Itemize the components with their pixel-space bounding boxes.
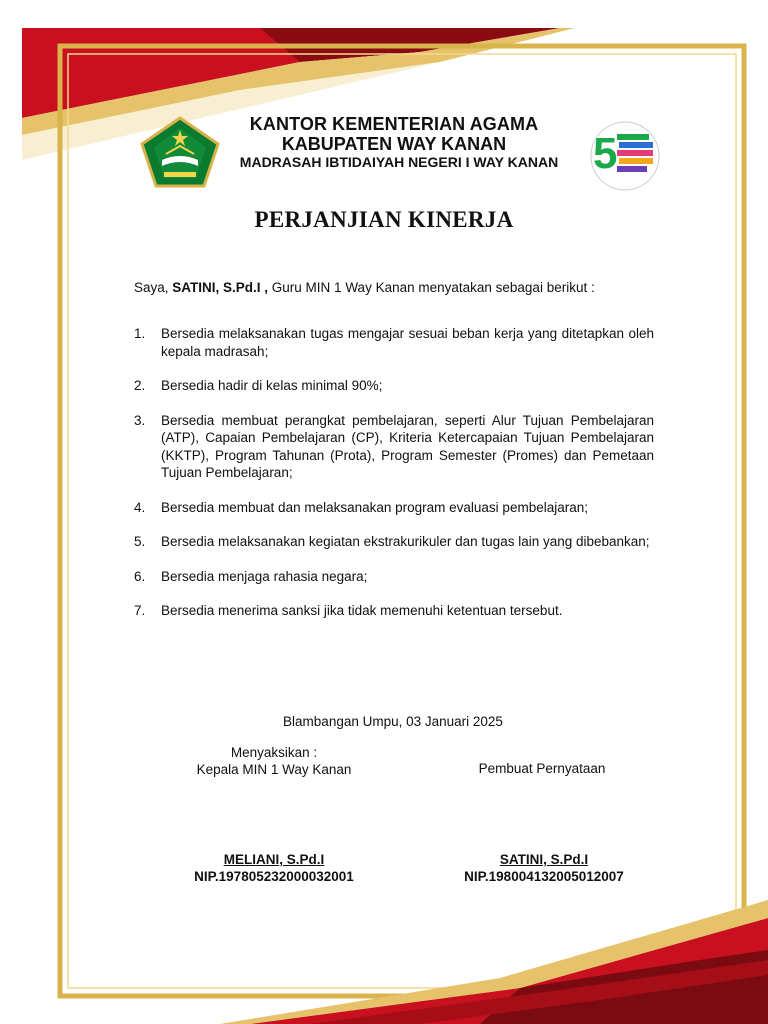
signatory-name: MELIANI, S.Pd.I	[223, 852, 325, 867]
intro-statement	[134, 280, 674, 295]
item-text: Bersedia melaksanakan tugas mengajar sesuai beban kerja yang ditetapkan oleh kepala madrasah;	[161, 326, 654, 359]
item-number: 5.	[134, 534, 146, 549]
list-item	[134, 533, 654, 551]
intro-suffix: Guru MIN 1 Way Kanan menyatakan sebagai berikut :	[268, 280, 595, 295]
svg-text:5: 5	[593, 129, 618, 178]
item-text: Bersedia hadir di kelas minimal 90%;	[161, 378, 383, 393]
witness-role: Kepala MIN 1 Way Kanan	[196, 762, 352, 777]
item-text: Bersedia membuat perangkat pembelajaran, seperti Alur Tujuan Pembelajaran (ATP), Capaian Pembelajaran (CP), Kriteria Ketercapaian Tujuan Pembelajaran (KKTP), Program Tahunan (Prota), Program Semester (Promes) dan Pemetaan Tujuan Pembelajaran;	[161, 412, 654, 480]
item-number: 2.	[134, 378, 146, 393]
intro-name: SATINI, S.Pd.I ,	[172, 280, 269, 295]
intro-prefix: Saya,	[134, 280, 173, 295]
signature-left	[164, 851, 384, 885]
agency-name: KANTOR KEMENTERIAN AGAMA	[249, 114, 539, 134]
item-number: 3.	[134, 412, 146, 428]
regency-name: KABUPATEN WAY KANAN	[281, 134, 507, 154]
anniversary-5-logo-icon	[583, 120, 667, 192]
document-title: PERJANJIAN KINERJA	[254, 207, 514, 232]
witness-label: Menyaksikan :	[230, 745, 318, 760]
letterhead	[140, 112, 670, 192]
item-text: Bersedia menjaga rahasia negara;	[161, 568, 368, 584]
maker-role: Pembuat Pernyataan	[478, 761, 606, 776]
list-item	[134, 325, 654, 360]
school-name: MADRASAH IBTIDAIYAH NEGERI I WAY KANAN	[239, 154, 559, 170]
list-item	[134, 412, 654, 482]
witness-block	[186, 744, 362, 778]
item-number: 6.	[134, 568, 146, 584]
item-number: 1.	[134, 326, 146, 341]
place-date: Blambangan Umpu, 03 Januari 2025	[283, 714, 503, 729]
item-number: 7.	[134, 603, 146, 618]
signature-right	[434, 851, 654, 885]
item-number: 4.	[134, 499, 146, 515]
item-text: Bersedia membuat dan melaksanakan program evaluasi pembelajaran;	[161, 499, 588, 515]
list-item	[134, 499, 654, 517]
kemenag-emblem-icon	[140, 116, 220, 188]
list-item	[134, 377, 654, 395]
signatory-nip: NIP.198004132005012007	[464, 869, 624, 884]
signatory-name: SATINI, S.Pd.I	[499, 852, 589, 867]
item-text: Bersedia melaksanakan kegiatan ekstrakurikuler dan tugas lain yang dibebankan;	[161, 534, 650, 549]
list-item	[134, 568, 654, 586]
item-text: Bersedia menerima sanksi jika tidak memenuhi ketentuan tersebut.	[161, 603, 563, 618]
signatory-nip: NIP.197805232000032001	[194, 869, 354, 884]
list-item	[134, 602, 654, 620]
commitment-list	[134, 325, 654, 637]
